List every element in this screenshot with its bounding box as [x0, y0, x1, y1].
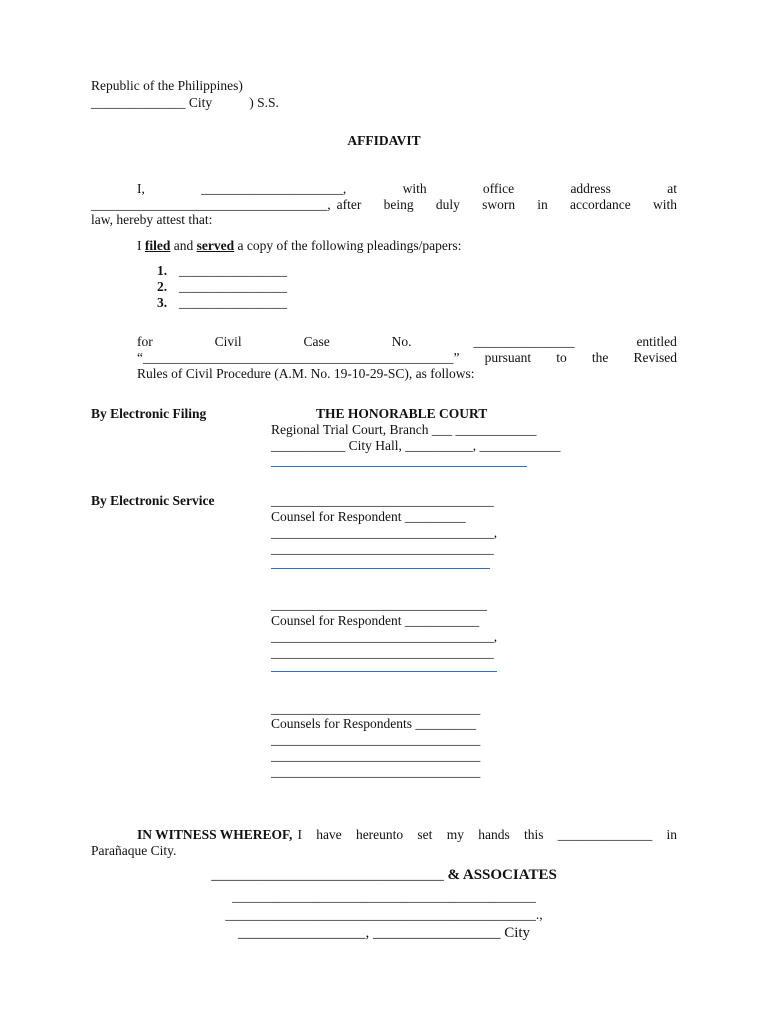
firm-name-blank: _______________________________ — [211, 867, 444, 883]
list-item — [157, 279, 287, 295]
list-item — [157, 295, 287, 311]
list-item-blank: ________________ — [179, 279, 287, 294]
affiant-name-blank: _____________________, — [201, 181, 347, 196]
intro-line-2 — [91, 197, 677, 213]
signature-line-4 — [0, 924, 768, 942]
court-title: THE HONORABLE COURT — [316, 406, 488, 421]
document-title: AFFIDAVIT — [347, 133, 421, 148]
service-group-3-line-2: Counsels for Respondents _________ — [271, 716, 477, 731]
case-word: the — [591, 350, 609, 365]
signature-line-2: _____________________________________________ — [232, 889, 536, 904]
intro-with: with — [402, 181, 427, 196]
intro-line-3: law, hereby attest that: — [91, 212, 213, 227]
list-item-blank: ________________ — [179, 295, 287, 310]
service-group-3-line-1: _______________________________ — [271, 701, 481, 716]
case-number-blank: _______________ — [473, 334, 575, 349]
witness-line-2: Parañaque City. — [91, 843, 177, 858]
service-group-3-line-5: _______________________________ — [271, 764, 481, 779]
law-firm-line — [0, 866, 768, 884]
filing-label: By Electronic Filing — [91, 406, 207, 421]
signature-line-3: ______________________________________________., — [225, 907, 543, 922]
service-label: By Electronic Service — [91, 493, 215, 508]
list-item — [157, 263, 287, 279]
list-item-number: 1. — [157, 263, 168, 278]
service-group-1-email-link-line[interactable] — [271, 568, 490, 569]
list-item-number: 3. — [157, 295, 168, 310]
intro-at: at — [667, 181, 677, 196]
service-group-1-line-1: _________________________________ — [271, 493, 494, 508]
jurisdiction-line-2: ______________ City ) S.S. — [91, 95, 279, 110]
court-email-link-line[interactable] — [271, 466, 527, 467]
service-group-2-line-2: Counsel for Respondent ___________ — [271, 613, 480, 628]
case-line-3: Rules of Civil Procedure (A.M. No. 19-10-29-SC), as follows: — [137, 366, 475, 381]
case-word: No. — [391, 334, 412, 349]
witness-rest: I have hereunto set my hands this ______________ in — [297, 827, 677, 842]
service-group-2-email-link-line[interactable] — [271, 671, 497, 672]
court-line-1: Regional Trial Court, Branch ___ ____________ — [271, 422, 537, 437]
filed-word: filed — [144, 238, 171, 253]
pleadings-prefix: I — [137, 238, 142, 253]
case-word: Case — [303, 334, 330, 349]
witness-lead: IN WITNESS WHEREOF, — [137, 827, 293, 842]
city-word: City — [504, 925, 531, 941]
intro-address: address — [570, 181, 611, 196]
intro-office: office — [482, 181, 515, 196]
service-group-1-line-3: _________________________________, — [271, 525, 498, 540]
service-group-2-line-1: ________________________________ — [271, 597, 487, 612]
service-group-3-line-3: _______________________________ — [271, 732, 481, 747]
intro-i: I, — [137, 181, 145, 196]
case-word: pursuant — [484, 350, 532, 365]
case-word: Civil — [214, 334, 242, 349]
pleadings-rest: a copy of the following pleadings/papers: — [237, 238, 462, 253]
witness-line-1 — [137, 827, 677, 843]
jurisdiction-line-1: Republic of the Philippines) — [91, 78, 243, 93]
case-title-blank: “______________________________________________” — [137, 350, 460, 365]
court-line-2: ___________ City Hall, __________, ____________ — [271, 438, 561, 453]
intro-line-1 — [91, 181, 677, 197]
service-group-2-line-4: _________________________________ — [271, 645, 494, 660]
list-item-number: 2. — [157, 279, 168, 294]
case-word: entitled — [636, 334, 677, 349]
service-group-3-line-4: _______________________________ — [271, 748, 481, 763]
service-group-1-line-2: Counsel for Respondent _________ — [271, 509, 466, 524]
case-word: to — [556, 350, 567, 365]
intro-line-2-text: after being duly sworn in accordance with — [336, 197, 677, 212]
served-word: served — [196, 238, 235, 253]
service-group-1-line-4: _________________________________ — [271, 541, 494, 556]
office-address-blank: ___________________________________, — [91, 197, 331, 212]
address-blank-b: _________________ — [372, 925, 501, 941]
pleadings-statement — [137, 238, 461, 254]
case-word: Revised — [633, 350, 677, 365]
case-line-2 — [137, 350, 677, 366]
list-item-blank: ________________ — [179, 263, 287, 278]
case-word: for — [137, 334, 153, 349]
firm-suffix: & ASSOCIATES — [447, 867, 557, 883]
service-group-2-line-3: _________________________________, — [271, 629, 498, 644]
and-word: and — [173, 238, 194, 253]
case-line-1 — [137, 334, 677, 350]
address-blank-a: _________________, — [237, 925, 370, 941]
